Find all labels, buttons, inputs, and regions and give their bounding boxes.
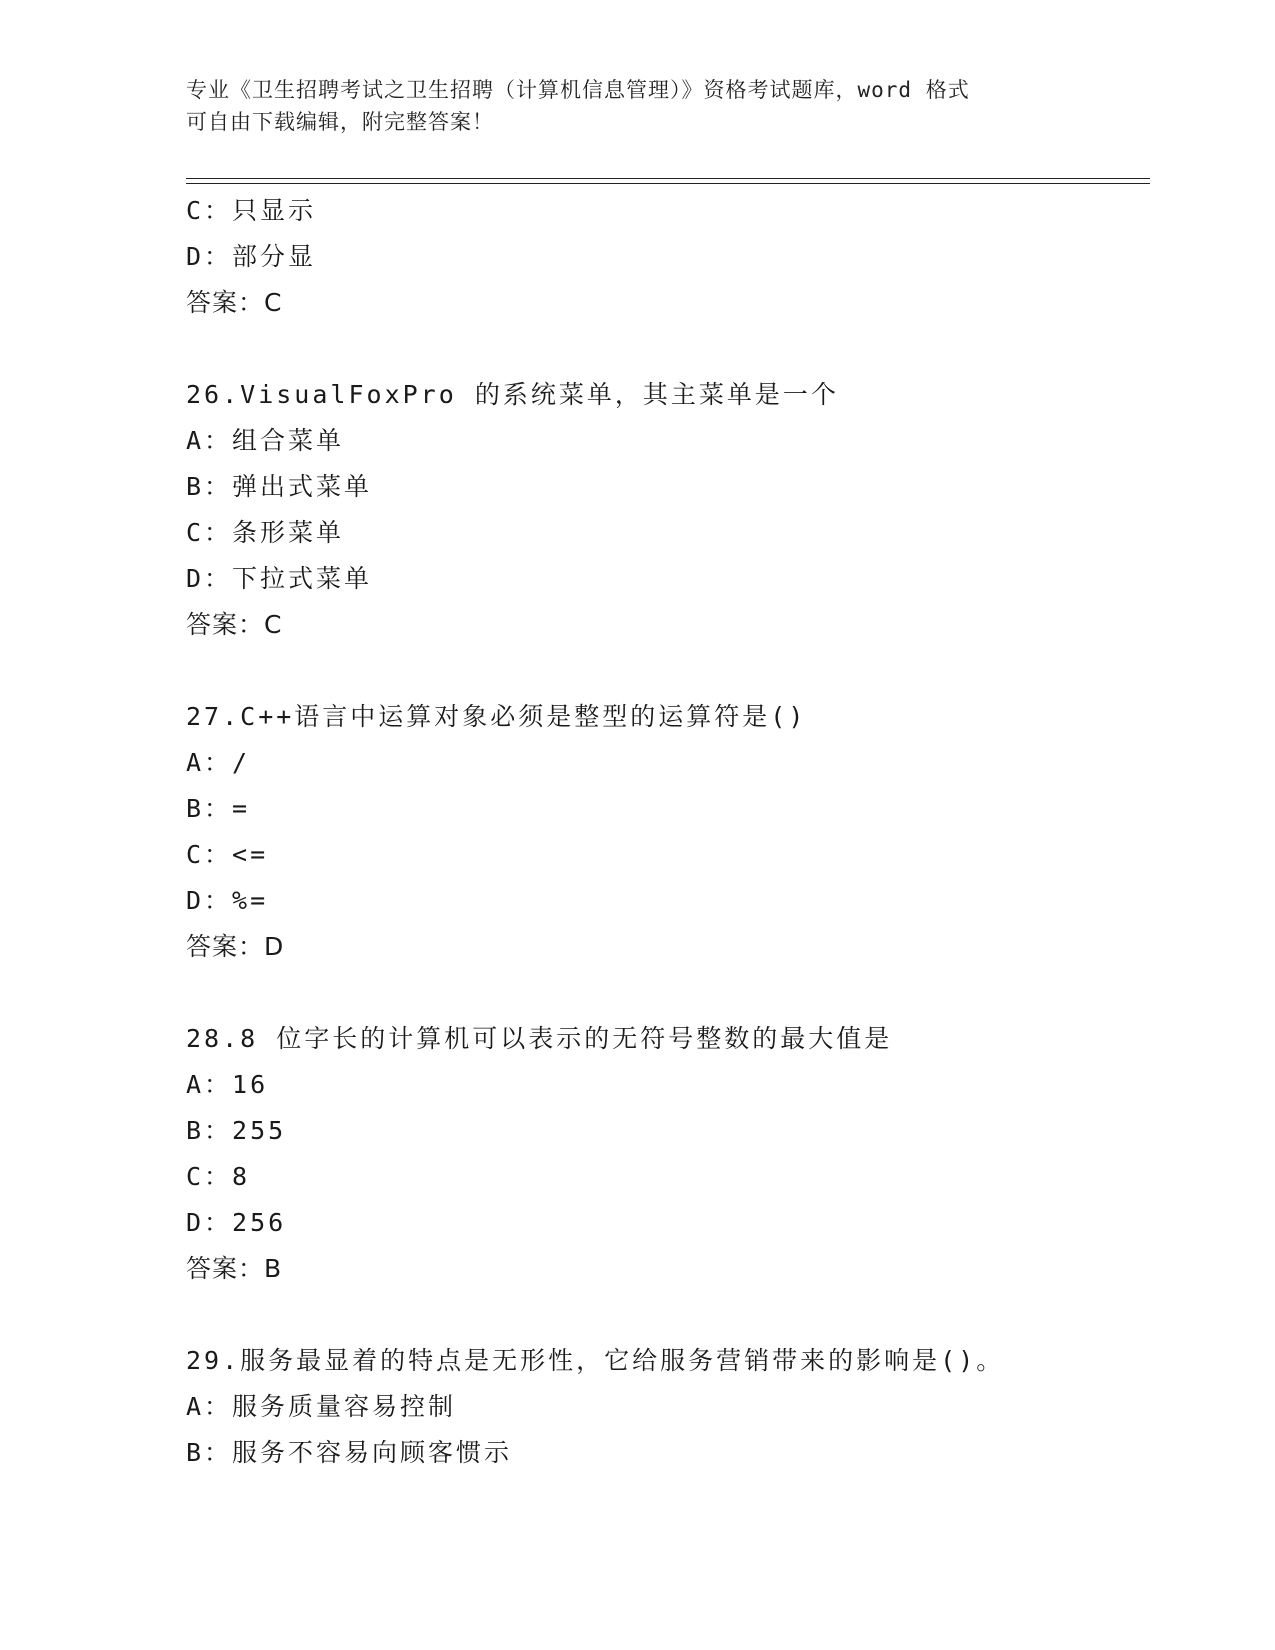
header-divider-bottom [186,183,1150,184]
header-line-1: 专业《卫生招聘考试之卫生招聘（计算机信息管理）》资格考试题库，word 格式 [186,78,970,102]
answer-line: 答案：D [186,932,285,961]
question-29 [186,1338,1146,1476]
option-c: C：8 [186,1162,251,1191]
option-a: A：/ [186,748,251,777]
option-a: A：16 [186,1070,269,1099]
option-b: B：= [186,794,251,823]
header-divider-top [186,178,1150,179]
option-a: A：服务质量容易控制 [186,1392,457,1421]
question-stem: 29.服务最显着的特点是无形性，它给服务营销带来的影响是()。 [186,1346,1005,1375]
question-stem: 26.VisualFoxPro 的系统菜单，其主菜单是一个 [186,380,839,409]
option-b: B：弹出式菜单 [186,472,373,501]
question-28 [186,1016,1146,1292]
answer-line: 答案：C [186,288,283,317]
option-d: D：下拉式菜单 [186,564,373,593]
option-c: C：只显示 [186,196,317,225]
carry-over-block [186,188,1146,326]
option-b: B：服务不容易向顾客惯示 [186,1438,513,1467]
question-27 [186,694,1146,970]
option-d: D：部分显 [186,242,317,271]
option-a: A：组合菜单 [186,426,345,455]
answer-line: 答案：C [186,610,283,639]
answer-line: 答案：B [186,1254,283,1283]
question-stem: 28.8 位字长的计算机可以表示的无符号整数的最大值是 [186,1024,893,1053]
option-c: C：<= [186,840,269,869]
option-d: D：256 [186,1208,287,1237]
question-content [186,188,1146,1476]
option-b: B：255 [186,1116,287,1145]
question-26 [186,372,1146,648]
document-header [186,74,1066,138]
header-line-2: 可自由下载编辑，附完整答案！ [186,110,494,134]
question-stem: 27.C++语言中运算对象必须是整型的运算符是() [186,702,807,731]
option-c: C：条形菜单 [186,518,345,547]
option-d: D：%= [186,886,269,915]
